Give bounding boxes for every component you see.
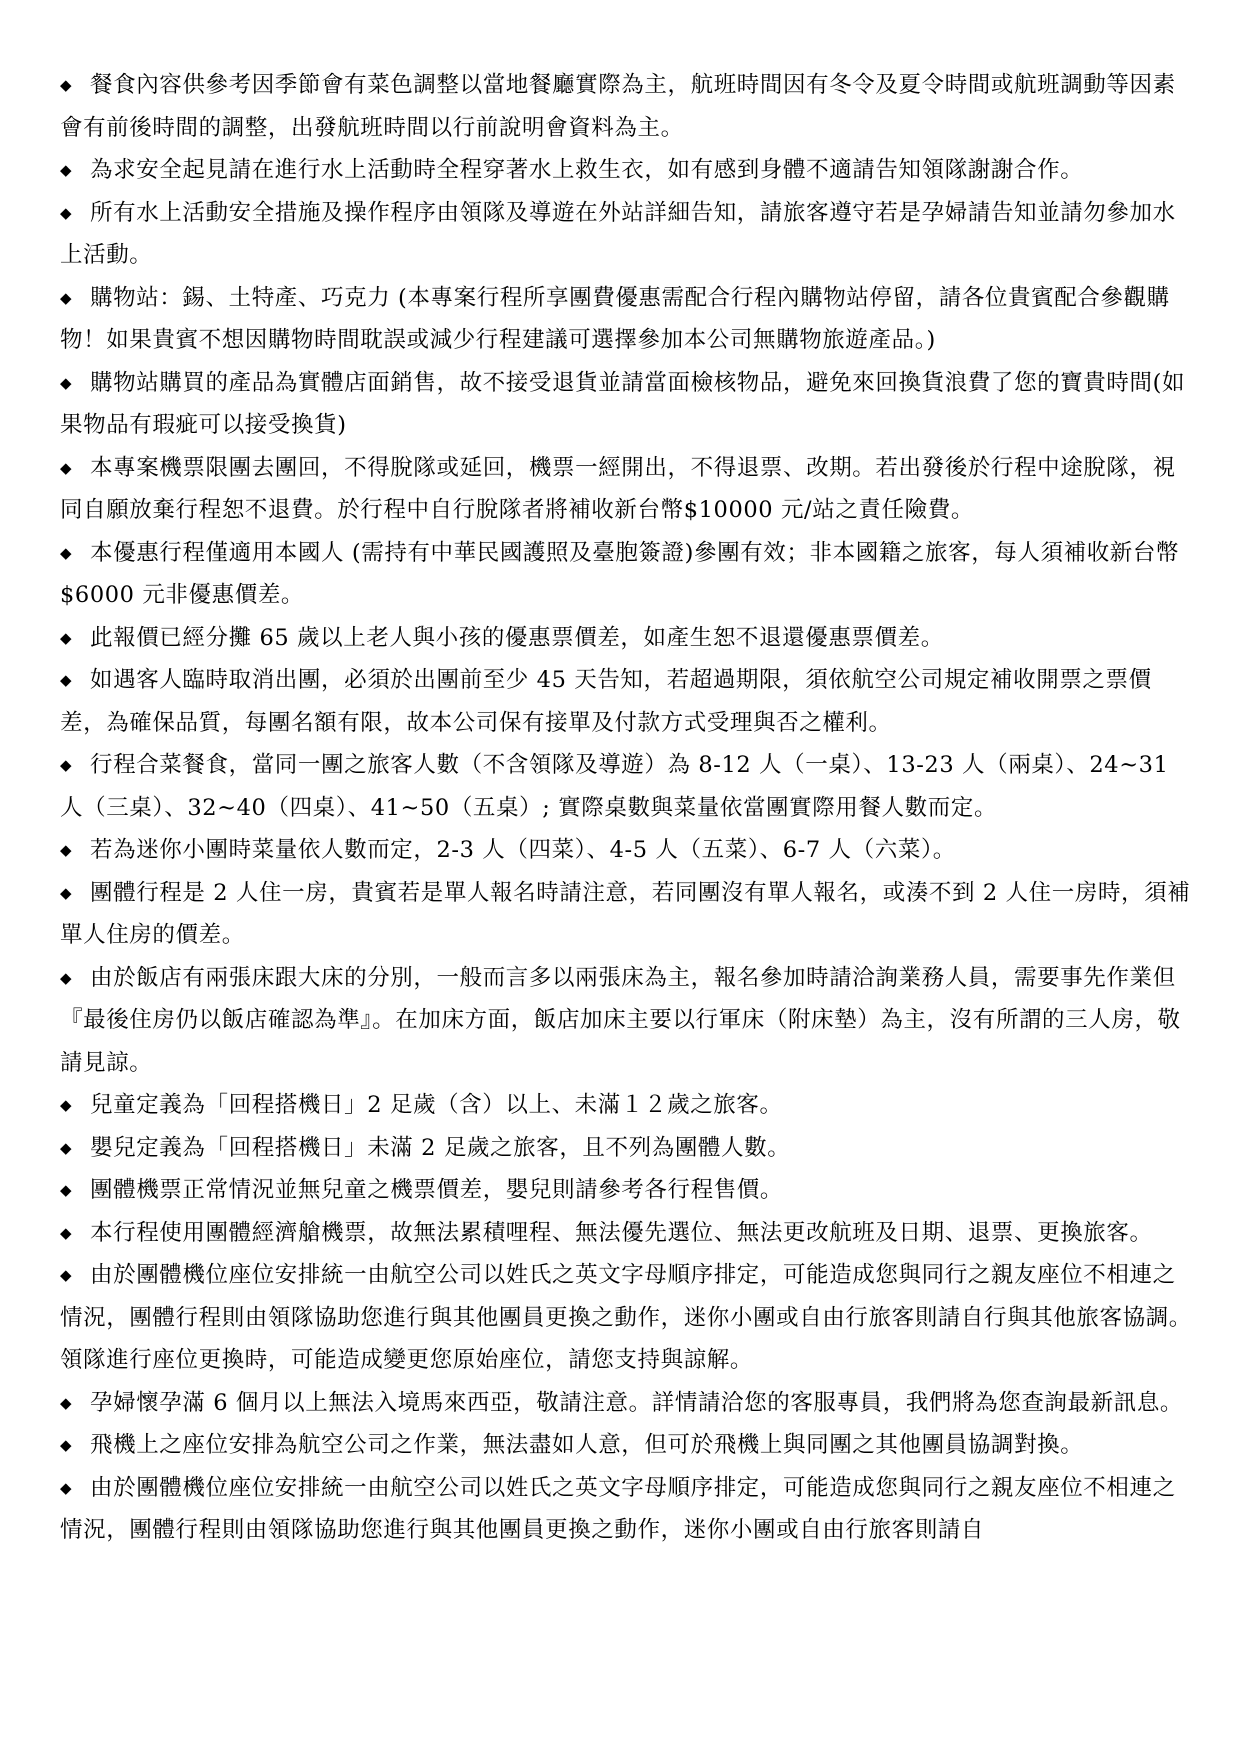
list-item <box>60 447 1192 532</box>
list-item <box>60 1127 1192 1170</box>
item-text: 行程合菜餐食，當同一團之旅客人數（不含領隊及導遊）為 8-12 人（一桌）、13-23 人（兩桌）、24~31 人（三桌）、32~40（四桌）、41~50（五桌）; 實際桌數與菜量依當團實際用餐人數而定。 <box>60 752 1169 821</box>
item-text: 購物站：錫、土特產、巧克力 (本專案行程所享團費優惠需配合行程內購物站停留，請各位貴賓配合參觀購物！如果貴賓不想因購物時間耽誤或減少行程建議可選擇參加本公司無購物旅遊產品。) <box>60 284 1170 353</box>
item-text: 由於團體機位座位安排統一由航空公司以姓氏之英文字母順序排定，可能造成您與同行之親友座位不相連之情況，團體行程則由領隊協助您進行與其他團員更換之動作，迷你小團或自由行旅客則請自 <box>60 1474 1176 1543</box>
item-text: 購物站購買的產品為實體店面銷售，故不接受退貨並請當面檢核物品，避免來回換貨浪費了您的寶貴時間(如果物品有瑕疵可以接受換貨) <box>60 369 1186 438</box>
item-text: 本專案機票限團去團回，不得脫隊或延回，機票一經開出，不得退票、改期。若出發後於行程中途脫隊，視同自願放棄行程恕不退費。於行程中自行脫隊者將補收新台幣$10000 元/站之責任險費。 <box>60 454 1176 523</box>
item-text: 團體行程是 2 人住一房，貴賓若是單人報名時請注意，若同團沒有單人報名，或湊不到 2 人住一房時，須補單人住房的價差。 <box>60 879 1191 948</box>
list-item <box>60 1084 1192 1127</box>
diamond-bullet-icon: ◆ <box>60 373 73 392</box>
list-item <box>60 1424 1192 1467</box>
list-item <box>60 362 1192 447</box>
diamond-bullet-icon: ◆ <box>60 671 73 689</box>
diamond-bullet-icon: ◆ <box>60 543 73 562</box>
diamond-bullet-icon: ◆ <box>60 968 73 987</box>
item-text: 此報價已經分攤 65 歲以上老人與小孩的優惠票價差，如產生恕不退還優惠票價差。 <box>90 624 944 651</box>
item-text: 團體機票正常情況並無兒童之機票價差，嬰兒則請參考各行程售價。 <box>90 1177 784 1203</box>
item-text: 本優惠行程僅適用本國人 (需持有中華民國護照及臺胞簽證)參團有效；非本國籍之旅客，每人須補收新台幣$6000 元非優惠價差。 <box>60 539 1180 608</box>
list-item <box>60 1169 1192 1212</box>
diamond-bullet-icon: ◆ <box>60 76 73 94</box>
diamond-bullet-icon: ◆ <box>60 1138 73 1157</box>
notice-list <box>60 64 1192 1552</box>
list-item <box>60 192 1192 277</box>
diamond-bullet-icon: ◆ <box>60 288 73 307</box>
diamond-bullet-icon: ◆ <box>60 1181 73 1199</box>
list-item <box>60 532 1192 617</box>
list-item <box>60 872 1192 957</box>
diamond-bullet-icon: ◆ <box>60 1478 73 1497</box>
item-text: 所有水上活動安全措施及操作程序由領隊及導遊在外站詳細告知，請旅客遵守若是孕婦請告知並請勿參加水上活動。 <box>60 199 1176 268</box>
item-text: 孕婦懷孕滿 6 個月以上無法入境馬來西亞，敬請注意。詳情請洽您的客服專員，我們將為您查詢最新訊息。 <box>90 1389 1184 1416</box>
list-item <box>60 149 1192 192</box>
list-item <box>60 277 1192 362</box>
list-item <box>60 1212 1192 1255</box>
diamond-bullet-icon: ◆ <box>60 1096 73 1114</box>
diamond-bullet-icon: ◆ <box>60 1436 73 1454</box>
list-item <box>60 829 1192 872</box>
item-text: 嬰兒定義為「回程搭機日」未滿 2 足歲之旅客，且不列為團體人數。 <box>90 1134 791 1161</box>
item-text: 兒童定義為「回程搭機日」2 足歲（含）以上、未滿１２歲之旅客。 <box>90 1092 783 1118</box>
item-text: 由於飯店有兩張床跟大床的分別，一般而言多以兩張床為主，報名參加時請洽詢業務人員，需要事先作業但『最後住房仍以飯店確認為準』。在加床方面，飯店加床主要以行軍床（附床墊）為主，沒有所謂的三人房，敬請見諒。 <box>60 964 1181 1076</box>
item-text: 若為迷你小團時菜量依人數而定，2-3 人（四菜）、4-5 人（五菜）、6-7 人（六菜）。 <box>90 837 956 863</box>
item-text: 餐食內容供參考因季節會有菜色調整以當地餐廳實際為主，航班時間因有冬令及夏令時間或航班調動等因素會有前後時間的調整，出發航班時間以行前說明會資料為主。 <box>60 72 1176 141</box>
diamond-bullet-icon: ◆ <box>60 883 73 902</box>
list-item <box>60 617 1192 660</box>
item-text: 為求安全起見請在進行水上活動時全程穿著水上救生衣，如有感到身體不適請告知領隊謝謝合作。 <box>90 157 1084 183</box>
item-text: 由於團體機位座位安排統一由航空公司以姓氏之英文字母順序排定，可能造成您與同行之親友座位不相連之情況，團體行程則由領隊協助您進行與其他團員更換之動作，迷你小團或自由行旅客則請自行與其他旅客協調。領隊進行座位更換時，可能造成變更您原始座位，請您支持與諒解。 <box>60 1262 1192 1373</box>
diamond-bullet-icon: ◆ <box>60 756 73 774</box>
diamond-bullet-icon: ◆ <box>60 841 73 859</box>
list-item <box>60 957 1192 1085</box>
list-item <box>60 1254 1192 1382</box>
list-item <box>60 744 1192 829</box>
diamond-bullet-icon: ◆ <box>60 458 73 477</box>
list-item <box>60 1382 1192 1425</box>
item-text: 本行程使用團體經濟艙機票，故無法累積哩程、無法優先選位、無法更改航班及日期、退票、更換旅客。 <box>90 1219 1153 1246</box>
diamond-bullet-icon: ◆ <box>60 1266 73 1284</box>
item-text: 飛機上之座位安排為航空公司之作業，無法盡如人意，但可於飛機上與同團之其他團員協調對換。 <box>90 1432 1084 1458</box>
diamond-bullet-icon: ◆ <box>60 161 73 179</box>
diamond-bullet-icon: ◆ <box>60 203 73 222</box>
item-text: 如遇客人臨時取消出團，必須於出團前至少 45 天告知，若超過期限，須依航空公司規定補收開票之票價差，為確保品質，每團名額有限，故本公司保有接單及付款方式受理與否之權利。 <box>60 667 1152 736</box>
diamond-bullet-icon: ◆ <box>60 1393 73 1412</box>
diamond-bullet-icon: ◆ <box>60 628 73 647</box>
list-item <box>60 659 1192 744</box>
list-item <box>60 64 1192 149</box>
diamond-bullet-icon: ◆ <box>60 1223 73 1242</box>
list-item <box>60 1467 1192 1552</box>
